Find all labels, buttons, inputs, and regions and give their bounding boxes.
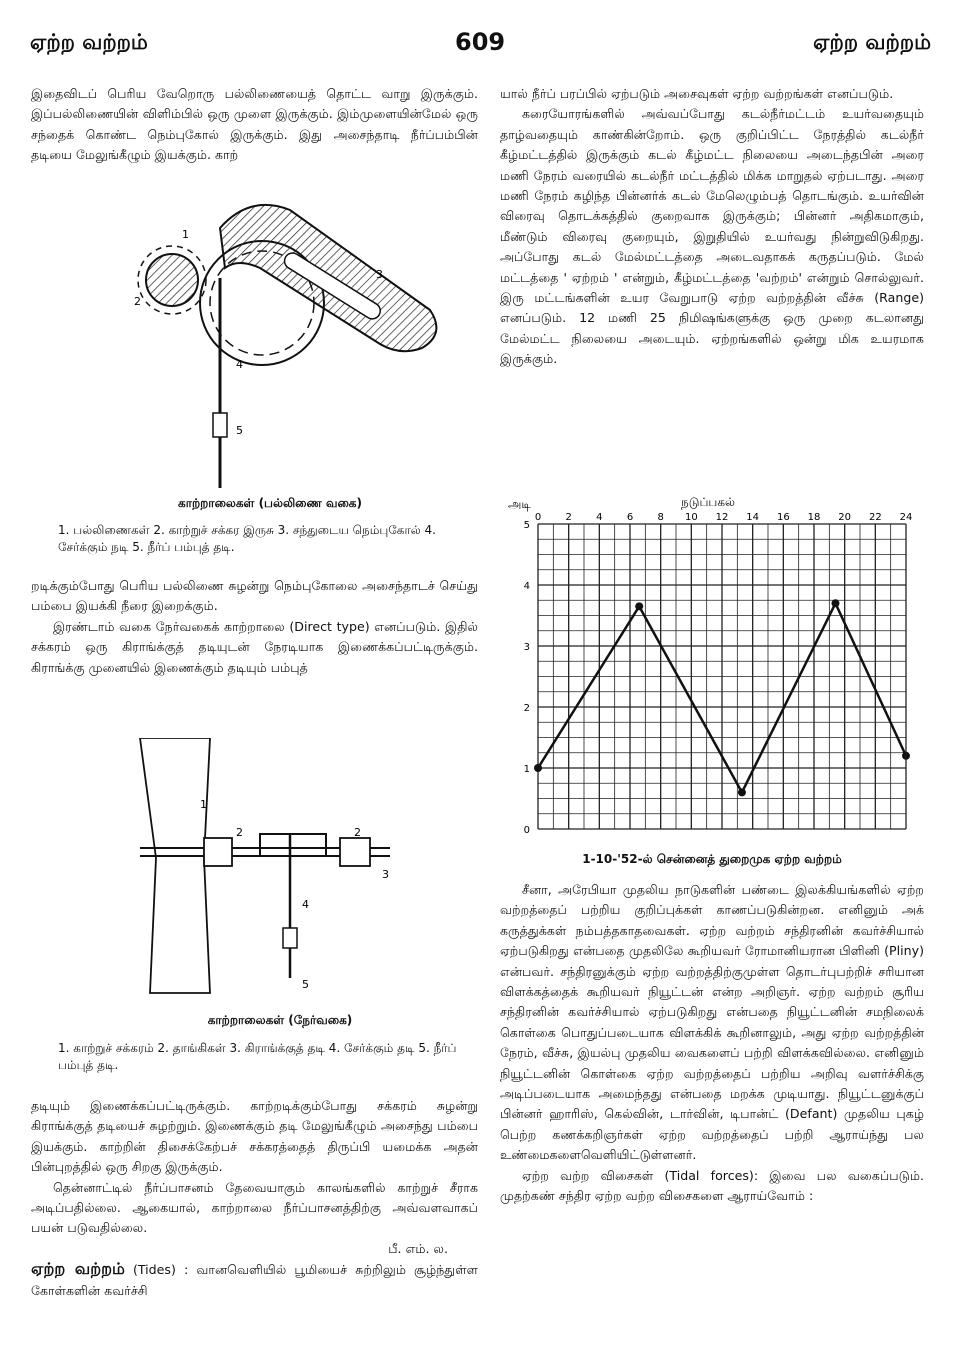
- left-paragraph-4: தடியும் இணைக்கப்பட்டிருக்கும். காற்றடிக்கும்போது சக்கரம் சுழன்று கிராங்க்குத் தடியைச் சுழற்றும். இணைக்கும் தடி மேலுங்கீழும் அசைந்து பம்பை இயக்கும். காற்றின் திசைக்கேற்பச் சக்கரத்தைத் திருப்பி யமைக்க அதன் பின்புறத்தில் ஒரு சிறகு இருக்கும்.: [31, 1098, 478, 1175]
- author-signature: பீ. எம். ல.: [388, 1240, 448, 1256]
- y-tick-label: 1: [523, 764, 530, 775]
- right-column-bottom: [500, 880, 924, 1207]
- y-tick-label: 0: [523, 825, 530, 836]
- small-gear: [146, 254, 198, 306]
- tide-point: [738, 788, 746, 796]
- windmill-gear-figure: [110, 198, 450, 488]
- chart-ylabel: அடி: [508, 497, 531, 511]
- x-tick-label: 10: [684, 512, 698, 523]
- svg-text:1: 1: [182, 228, 189, 241]
- y-tick-label: 5: [523, 520, 530, 531]
- page-number: 609: [455, 28, 506, 56]
- svg-text:3: 3: [382, 868, 389, 881]
- left-paragraph-3: இரண்டாம் வகை நேர்வகைக் காற்றாலை (Direct type) எனப்படும். இதில் சக்கரம் ஒரு கிராங்க்குத் தடியுடன் நேரடியாக இணைக்கப்பட்டிருக்கும். கிராங்க்கு முனையில் இணைக்கும் தடியும் பம்புத்: [31, 618, 478, 675]
- x-tick-label: 20: [838, 512, 852, 523]
- y-tick-label: 2: [523, 703, 530, 714]
- left-paragraph-5: தென்னாட்டில் நீர்ப்பாசனம் தேவையாகும் காலங்களில் காற்றுச் சீராக அடிப்பதில்லை. ஆகையால், காற்றாலை நீர்ப்பாசனத்திற்கு அவ்வளவாகப் பயன் படுவதில்லை.: [31, 1179, 478, 1236]
- x-tick-label: 24: [899, 512, 913, 523]
- x-tick-label: 16: [776, 512, 790, 523]
- svg-text:4: 4: [236, 358, 243, 371]
- right-column-top: [500, 84, 924, 370]
- left-paragraph-1: இதைவிடப் பெரிய வேறொரு பல்லிணையைத் தொட்ட வாறு இருக்கும். இப்பல்லிணையின் விளிம்பில் ஒரு முளை இருக்கும். இம்முளையின்மேல் ஒரு சந்தைக் கொண்ட நெம்புகோல் இருக்கும். இது அசைந்தாடி நீர்ப்பம்பின் தடியை மேலுங்கீழும் இயக்கும். காற்: [31, 86, 478, 163]
- right-paragraph-4: ஏற்ற வற்ற விசைகள் (Tidal forces): இவை பல வகைப்படும். முதற்கண் சந்திர ஏற்ற வற்ற விசைகளை ஆராய்வோம் :: [500, 1167, 924, 1204]
- figure-2-caption: காற்றாலைகள் (நேர்வகை): [207, 1013, 353, 1027]
- chart-xlabel: நடுப்பகல்: [681, 495, 735, 509]
- entry-title: ஏற்ற வற்றம்: [31, 1259, 125, 1279]
- wind-wheel-blade: [140, 738, 210, 993]
- x-tick-label: 22: [868, 512, 882, 523]
- svg-text:4: 4: [302, 898, 309, 911]
- y-tick-label: 3: [523, 642, 530, 653]
- figure-2-legend: 1. காற்றுச் சக்கரம் 2. தாங்கிகள் 3. கிராங்க்குத் தடி 4. சேர்க்கும் தடி 5. நீர்ப் பம்புத் தடி.: [58, 1041, 457, 1072]
- x-tick-label: 12: [715, 512, 729, 523]
- x-tick-label: 6: [626, 512, 634, 523]
- svg-text:3: 3: [376, 268, 383, 281]
- svg-text:2: 2: [236, 826, 243, 839]
- svg-text:5: 5: [302, 978, 309, 991]
- y-tick-label: 4: [523, 581, 530, 592]
- svg-text:2: 2: [354, 826, 361, 839]
- figure-1-caption: காற்றாலைகள் (பல்லிணை வகை): [178, 496, 362, 510]
- chart-caption: 1-10-'52-ல் சென்னைத் துறைமுக ஏற்ற வற்றம்: [582, 852, 842, 866]
- x-tick-label: 4: [596, 512, 603, 523]
- right-paragraph-2: கரையோரங்களில் அவ்வப்போது கடல்நீர்மட்டம் உயர்வதையும் தாழ்வதையும் காண்கின்றோம். ஒரு குறிப்பிட்ட நேரத்தில் கடல்நீர் கீழ்மட்டத்தில் இருக்கும் கடல் கீழ்மட்ட நிலையை அடைந்தபின் அரை மணி நேரம் வரையில் கடல்நீர் மட்டத்தில் மிக்க மாறுதல் ஏற்படாது. அரை மணி நேரம் கழிந்த பின்னர்க் கடல் மேலெழும்பத் தொடங்கும். உயர்வின் விரைவு தொடக்கத்தில் குறைவாக இருக்கும்; பின்னர் அதிகமாகும், மீண்டும் விரைவு குறையும், இறுதியில் உயர்வது நின்றுவிடுகிறது. அப்போது கடல் மேல்மட்டத்தை அடைவதாகக் கருதப்படும். மேல் மட்டத்தை ' ஏற்றம் ' என்றும், கீழ்மட்டத்தை 'வற்றம்' என்றும் சொல்லுவர். இரு மட்டங்களின் உயர வேறுபாடு ஏற்ற வற்றத்தின் வீச்சு (Range) எனப்படும். 12 மணி 25 நிமிஷங்களுக்கு ஒரு முறை கடலானது மேல்மட்ட நிலையை அடையும். ஏற்றங்களில் ஒன்று மிக உயரமாக இருக்கும்.: [500, 106, 924, 367]
- x-tick-label: 18: [807, 512, 821, 523]
- left-column-bottom: [31, 1096, 478, 1301]
- left-column-mid: [31, 576, 478, 678]
- running-head-right: ஏற்ற வற்றம்: [813, 30, 931, 54]
- entry-english: (Tides) :: [132, 1262, 189, 1278]
- crank-rod: [260, 834, 326, 856]
- x-tick-label: 8: [657, 512, 664, 523]
- svg-text:2: 2: [134, 295, 141, 308]
- tide-point: [831, 599, 839, 607]
- x-tick-label: 2: [565, 512, 572, 523]
- tide-chart: [508, 494, 918, 842]
- svg-text:5: 5: [236, 424, 243, 437]
- right-paragraph-3: சீனா, அரேபியா முதலிய நாடுகளின் பண்டை இலக்கியங்களில் ஏற்ற வற்றத்தைப் பற்றிய குறிப்புக்கள் காணப்படுகின்றன. எனினும் அக் கருத்துக்கள் நம்பத்தகாதவைகள். ஏற்ற வற்றம் சந்திரனின் கவர்ச்சியால் ஏற்படுகிறது என்பதை முதலிலே கூறியவர் ரோமானியரான பிளினி (Pliny) என்பவர். சந்திரனுக்கும் ஏற்ற வற்றத்திற்குமுள்ள தொடர்புபற்றிச் சரியான விளக்கத்தைக் கூறியவர் நியூட்டன் என்ற அறிஞர். ஏற்ற வற்றம் சூரிய சந்திரனின் கவர்ச்சியால் ஏற்படுகிறது என்பதை நியூட்டனின் சமநிலைக் கொள்கை பொதுப்படையாக விளக்கிக் கூறினாலும், அது ஏற்ற வற்றத்தின் நேரம், வீச்சு, இயல்பு முதலிய வைகளைப் பற்றி விளக்கவில்லை. எனினும் நியூட்டனின் கொள்கை ஏற்ற வற்றத்தைப் பற்றிய அறிவு வளர்ச்சிக்கு அடிப்படையாக அமைந்தது என்பதை மறக்க முடியாது. நியூட்டனுக்குப் பின்னர் ஹாரிஸ், கெல்வின், டார்வின், டிபான்ட் (Defant) முதலிய புகழ் பெற்ற கணக்கறிஞர்கள் ஏற்ற வற்றத்தைப் பற்றி ஆராய்ந்து பல உண்மைகளைவெளியிட்டுள்ளனர்.: [500, 882, 924, 1163]
- tide-point: [635, 602, 643, 610]
- tide-point: [902, 752, 910, 760]
- entry-text: வானவெளியில் பூமியைச் சுற்றிலும் சூழ்ந்துள்ள கோள்களின் கவர்ச்சி: [31, 1262, 478, 1298]
- tide-point: [534, 764, 542, 772]
- x-tick-label: 0: [534, 512, 542, 523]
- svg-text:1: 1: [200, 798, 207, 811]
- right-paragraph-1: யால் நீர்ப் பரப்பில் ஏற்படும் அசைவுகள் ஏற்ற வற்றங்கள் எனப்படும்.: [500, 86, 894, 101]
- running-head-left: ஏற்ற வற்றம்: [30, 30, 148, 54]
- figure-1-legend: 1. பல்லிணைகள் 2. காற்றுச் சக்கர இருசு 3. சந்துடைய நெம்புகோல் 4. சேர்க்கும் நடி 5. நீர்ப் பம்புத் தடி.: [58, 523, 436, 554]
- x-tick-label: 14: [746, 512, 760, 523]
- windmill-direct-figure: [130, 738, 420, 1000]
- left-paragraph-2: றடிக்கும்போது பெரிய பல்லிணை சுழன்று நெம்புகோலை அசைந்தாடச் செய்து பம்பை இயக்கி நீரை இறைக்கும்.: [31, 578, 478, 614]
- left-column-top: [31, 84, 478, 166]
